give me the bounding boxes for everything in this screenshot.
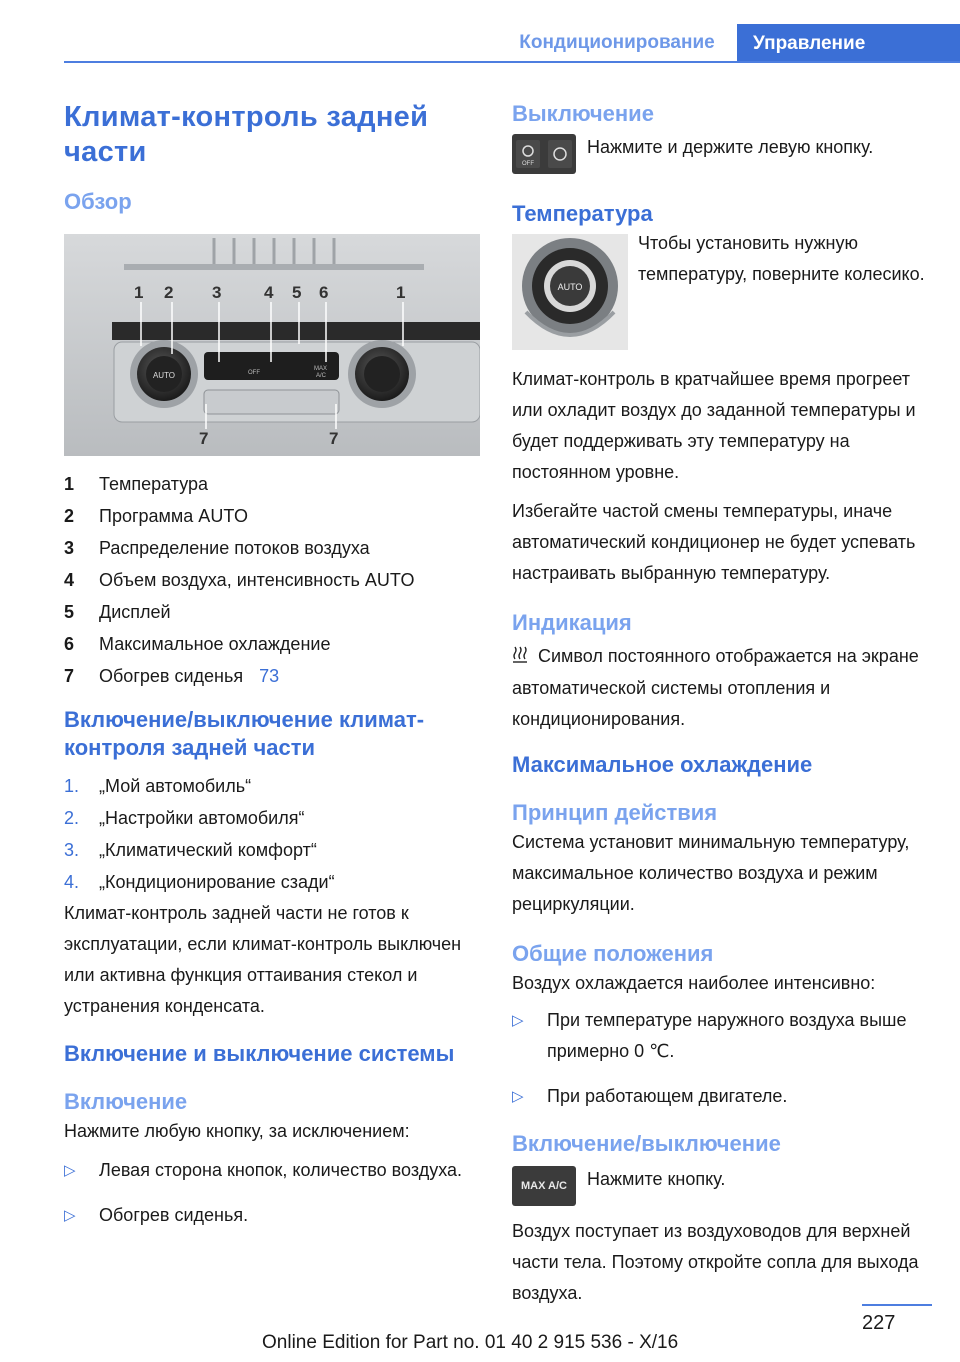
step-item: 4. „Кондиционирование сзади“ [64,872,335,892]
temperature-knob-icon [512,234,628,350]
bullet-item: ▷ При работающем двигателе. [512,1081,932,1112]
page-title: Климат-контроль задней части [64,101,429,168]
step-item: 1. „Мой автомобиль“ [64,776,252,796]
footer-rule [862,1304,932,1306]
step-item: 3. „Климатический комфорт“ [64,840,317,860]
svg-text:OFF: OFF [248,370,260,376]
temperature-text: Чтобы установить нужную температуру, поверните колесико. [638,233,925,284]
svg-text:1: 1 [134,283,144,302]
svg-text:2: 2 [164,283,174,302]
bullet-triangle-icon: ▷ [512,1011,524,1029]
legend-item: 5 Дисплей [64,602,171,622]
bullet-item: ▷ Левая сторона кнопок, количество воздуха. [64,1155,484,1186]
svg-text:AUTO: AUTO [557,282,583,292]
temperature-heading: Температура [512,201,653,226]
not-ready-note: Климат-контроль задней части не готов к эксплуатации, если климат-контроль выключен или активна функция оттаивания стекол и устранения конденсата. [64,903,462,1016]
svg-text:3: 3 [212,283,222,302]
onoff-heading: Включение/выключение климат-контроля задней части [64,707,425,760]
svg-text:5: 5 [292,283,302,302]
overview-heading: Обзор [64,189,132,214]
off-text: Нажмите и держите левую кнопку. [587,137,874,157]
svg-text:AUTO: AUTO [152,371,176,380]
bullet-triangle-icon: ▷ [64,1162,76,1179]
legend-item: 6 Максимальное охлаждение [64,634,331,654]
temperature-paragraph-2: Избегайте частой смены температуры, иначе автоматический кондиционер не будет успевать настраивать выбранную температуру. [512,501,916,583]
off-button-icon [512,134,576,174]
steps-list [64,770,484,898]
svg-text:OFF: OFF [522,161,534,167]
general-conditions-list [512,1005,932,1112]
principle-heading: Принцип действия [512,799,718,825]
air-outlet-text: Воздух поступает из воздуховодов для верхней части тела. Поэтому откройте сопла для выхода воздуха. [512,1220,919,1303]
legend-item: 3 Распределение потоков воздуха [64,538,370,558]
svg-text:7: 7 [329,429,339,448]
header-rule [64,61,960,63]
bullet-item: ▷ Обогрев сиденья. [64,1200,484,1231]
legend-item: 1 Температура [64,474,209,494]
svg-text:4: 4 [264,283,274,302]
max-ac-button-icon: MAX A/C [512,1166,576,1206]
temperature-row [512,234,932,350]
legend-list [64,468,484,692]
indication-text: Символ постоянного отображается на экране автоматической системы отопления и кондиционирования. [512,641,932,735]
panel-illustration [64,234,480,456]
off-row [512,134,932,174]
general-text: Воздух охлаждается наиболее интенсивно: [512,972,876,993]
bullet-item: ▷ При температуре наружного воздуха выше примерно 0 ℃. [512,1005,932,1067]
svg-text:1: 1 [396,283,406,302]
bullet-triangle-icon: ▷ [512,1087,524,1105]
right-column [512,100,932,1309]
header-section-tab: Управление [737,24,960,63]
system-heading: Включение и выключение системы [64,1041,455,1066]
off-heading: Выключение [512,101,654,126]
page-reference-link[interactable]: 73 [259,666,280,686]
max-onoff-row [512,1166,932,1206]
legend-item: 7 Обогрев сиденья 73 [64,660,484,692]
svg-text:7: 7 [199,429,209,448]
bullet-triangle-icon: ▷ [64,1207,76,1224]
page-number: 227 [862,1312,896,1334]
max-cooling-heading: Максимальное охлаждение [512,751,813,777]
on-text: Нажмите любую кнопку, за исключением: [64,1121,410,1141]
max-onoff-text: Нажмите кнопку. [587,1168,726,1189]
step-item: 2. „Настройки автомобиля“ [64,808,305,828]
left-column [64,100,484,1245]
rear-climate-panel-photo [64,234,480,456]
general-heading: Общие положения [512,940,714,966]
legend-item: 4 Объем воздуха, интенсивность AUTO [64,570,415,590]
header-chapter-tab: Кондиционирование [519,32,715,53]
on-exceptions-list [64,1155,484,1231]
svg-text:MAX: MAX [314,366,328,372]
legend-item: 2 Программа AUTO [64,506,248,526]
svg-text:A/C: A/C [316,373,327,379]
rear-climate-symbol-icon [512,642,538,673]
max-onoff-heading: Включение/выключение [512,1130,781,1156]
principle-text: Система установит минимальную температуру, максимальное количество воздуха и режим рециркуляции. [512,831,910,914]
on-heading: Включение [64,1089,188,1114]
edition-footer: Online Edition for Part no. 01 40 2 915 536 - X/16 [262,1332,679,1353]
indication-heading: Индикация [512,610,632,635]
svg-text:6: 6 [319,283,329,302]
temperature-paragraph-1: Климат-контроль в кратчайшее время прогреет или охладит воздух до заданной температуры и будет поддерживать эту температуру на постоянном уровне. [512,369,916,482]
